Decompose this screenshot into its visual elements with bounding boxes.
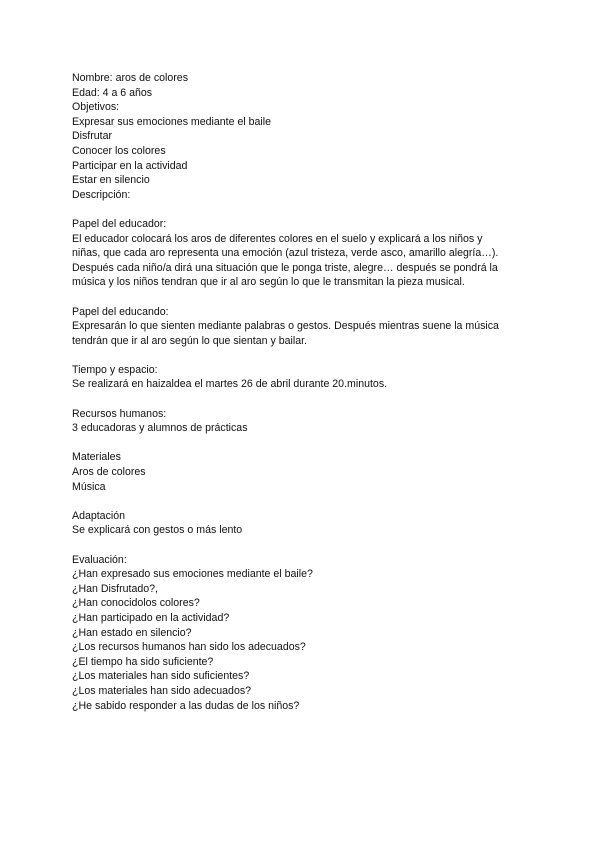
objetivo-item: Estar en silencio (72, 174, 150, 187)
evaluacion-item: ¿Han participado en la actividad? (72, 611, 230, 624)
adaptacion-text: Se explicará con gestos o más lento (72, 524, 243, 537)
recursos-text: 3 educadoras y alumnos de prácticas (72, 422, 248, 435)
tiempo-text: Se realizará en haizaldea el martes 26 de abril durante 20.minutos. (72, 378, 388, 391)
evaluacion-item: ¿Han expresado sus emociones mediante el baile? (72, 568, 313, 581)
evaluacion-item: ¿Han Disfrutado?, (72, 582, 158, 595)
educador-text-line: niñas, que cada aro representa una emoción (azul tristeza, verde asco, amarillo alegría…). (72, 247, 499, 260)
document-body (72, 71, 537, 713)
educador-heading: Papel del educador: (72, 217, 167, 230)
material-item: Música (72, 480, 106, 493)
educador-text-line: El educador colocará los aros de diferentes colores en el suelo y explicará a los niños y (72, 232, 483, 245)
evaluacion-item: ¿Los recursos humanos han sido los adecuados? (72, 641, 306, 654)
evaluacion-heading: Evaluación: (72, 553, 127, 566)
materiales-heading: Materiales (72, 451, 121, 464)
evaluacion-item: ¿Han conocidolos colores? (72, 597, 200, 610)
educando-heading: Papel del educando: (72, 305, 169, 318)
evaluacion-item: ¿Los materiales han sido suficientes? (72, 670, 250, 683)
educador-text-line: música y los niños tendran que ir al aro según lo que le transmitan la pieza musical. (72, 276, 465, 289)
recursos-heading: Recursos humanos: (72, 407, 167, 420)
material-item: Aros de colores (72, 466, 146, 479)
tiempo-heading: Tiempo y espacio: (72, 363, 158, 376)
objetivo-item: Expresar sus emociones mediante el baile (72, 115, 272, 128)
objetivos-label: Objetivos: (72, 101, 120, 114)
edad-line: Edad: 4 a 6 años (72, 86, 153, 99)
evaluacion-item: ¿Los materiales han sido adecuados? (72, 684, 252, 697)
objetivo-item: Conocer los colores (72, 144, 166, 157)
adaptacion-heading: Adaptación (72, 509, 126, 522)
evaluacion-item: ¿Han estado en silencio? (72, 626, 192, 639)
educador-text-line: Después cada niño/a dirá una situación que le ponga triste, alegre… después se pondrá la (72, 261, 498, 274)
educando-text-line: tendrán que ir al aro según lo que sientan y bailar. (72, 334, 307, 347)
evaluacion-item: ¿El tiempo ha sido suficiente? (72, 655, 214, 668)
evaluacion-item: ¿He sabido responder a las dudas de los niños? (72, 699, 300, 712)
descripcion-label: Descripción: (72, 188, 131, 201)
objetivo-item: Participar en la actividad (72, 159, 188, 172)
nombre-line: Nombre: aros de colores (72, 72, 188, 84)
educando-text-line: Expresarán lo que sienten mediante palabras o gestos. Después mientras suene la música (72, 320, 499, 333)
objetivo-item: Disfrutar (72, 130, 113, 143)
